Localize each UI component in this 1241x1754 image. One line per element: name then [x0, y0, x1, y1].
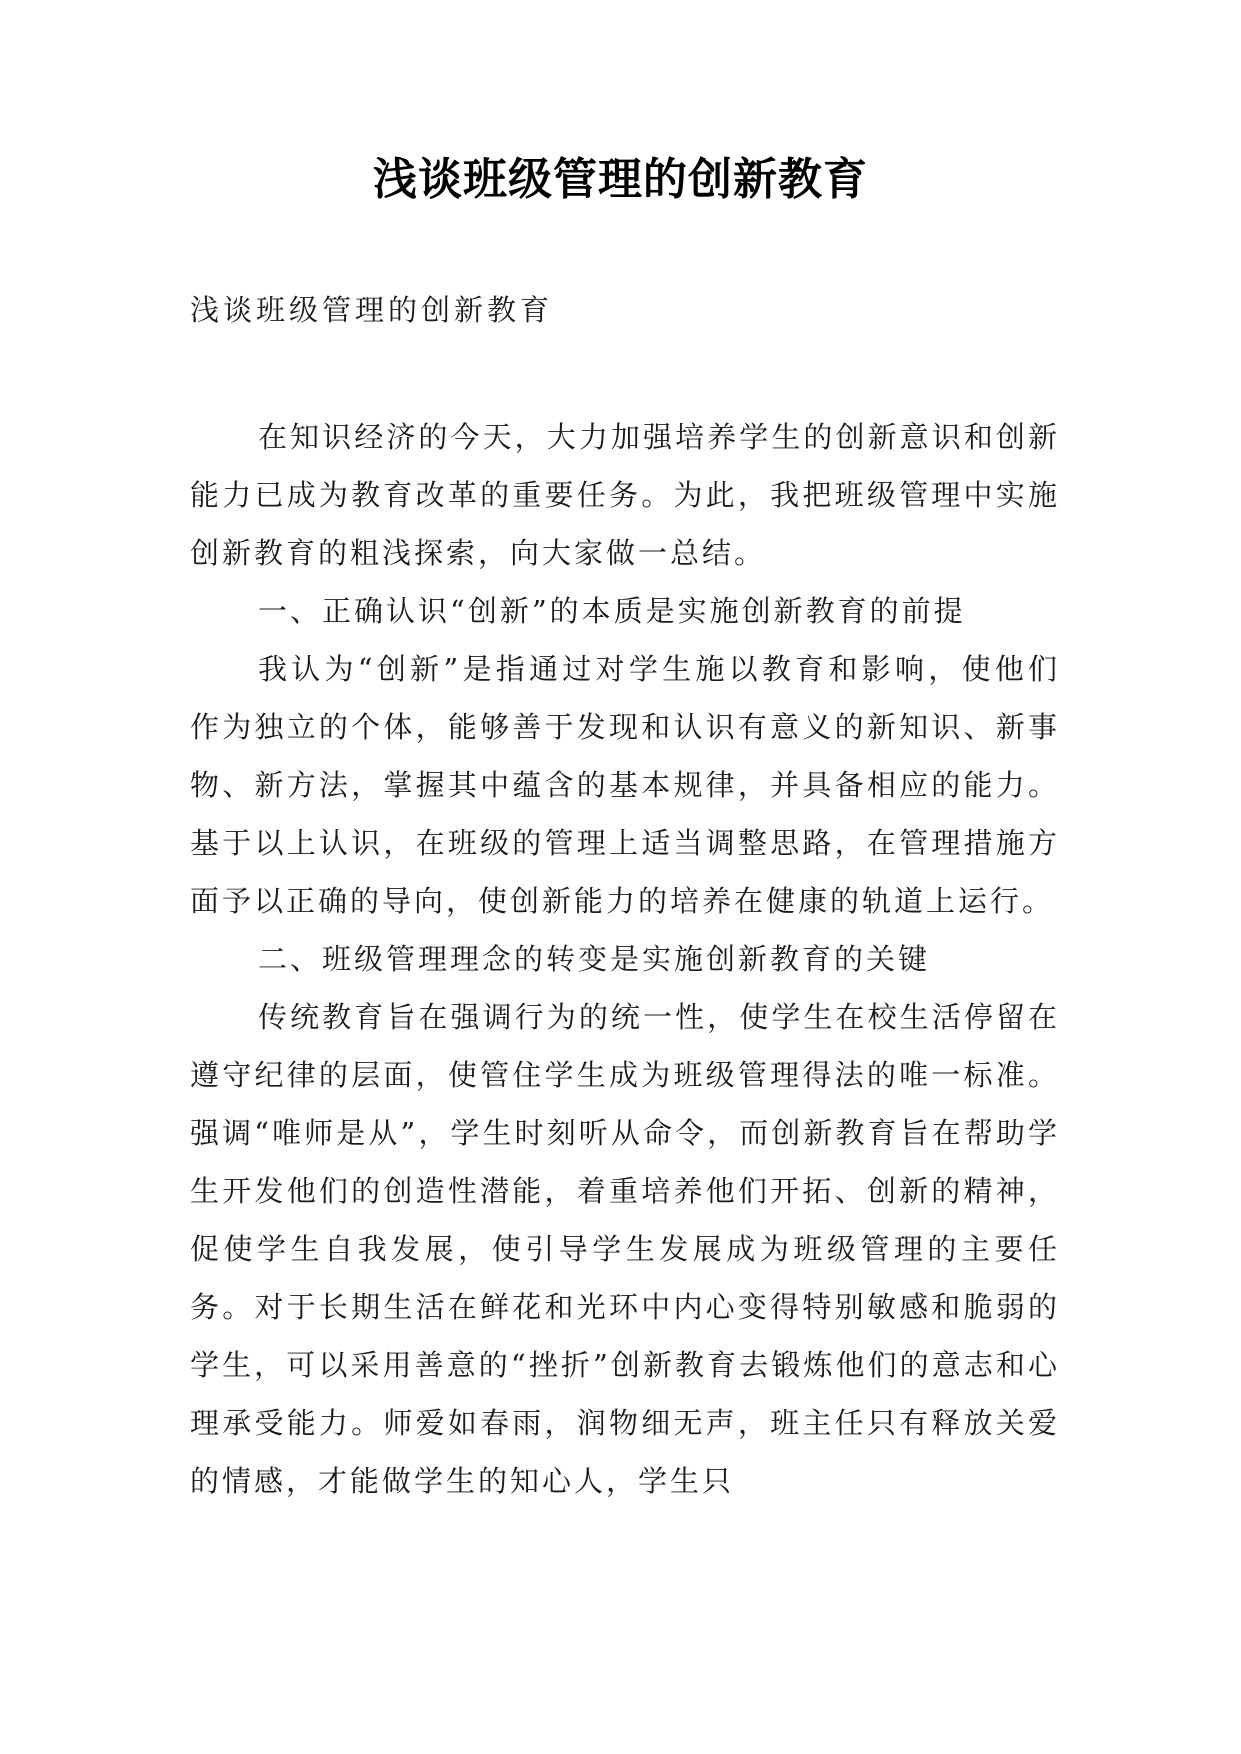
paragraph-section-1: 我认为“创新”是指通过对学生施以教育和影响，使他们作为独立的个体，能够善于发现和认识有意义的新知识、新事物、新方法，掌握其中蕴含的基本规律，并具备相应的能力。基于以上认识，在班级的管理上适当调整思路，在管理措施方面予以正确的导向，使创新能力的培养在健康的轨道上运行。 [190, 652, 1060, 918]
section-heading-1: 一、正确认识“创新”的本质是实施创新教育的前提 [258, 594, 966, 628]
document-body [190, 408, 1060, 1510]
paragraph-intro: 在知识经济的今天，大力加强培养学生的创新意识和创新能力已成为教育改革的重要任务。为此，我把班级管理中实施创新教育的粗浅探索，向大家做一总结。 [190, 420, 1060, 570]
paragraph-section-2: 传统教育旨在强调行为的统一性，使学生在校生活停留在遵守纪律的层面，使管住学生成为班级管理得法的唯一标准。强调“唯师是从”，学生时刻听从命令，而创新教育旨在帮助学生开发他们的创造性潜能，着重培养他们开拓、创新的精神，促使学生自我发展，使引导学生发展成为班级管理的主要任务。对于长期生活在鲜花和光环中内心变得特别敏感和脆弱的学生，可以采用善意的“挫折”创新教育去锻炼他们的意志和心理承受能力。师爱如春雨，润物细无声，班主任只有释放关爱的情感，才能做学生的知心人，学生只 [190, 1000, 1060, 1498]
section-heading-2: 二、班级管理理念的转变是实施创新教育的关键 [258, 942, 931, 976]
document-title: 浅谈班级管理的创新教育 [373, 154, 868, 205]
document-subtitle: 浅谈班级管理的创新教育 [190, 293, 554, 327]
